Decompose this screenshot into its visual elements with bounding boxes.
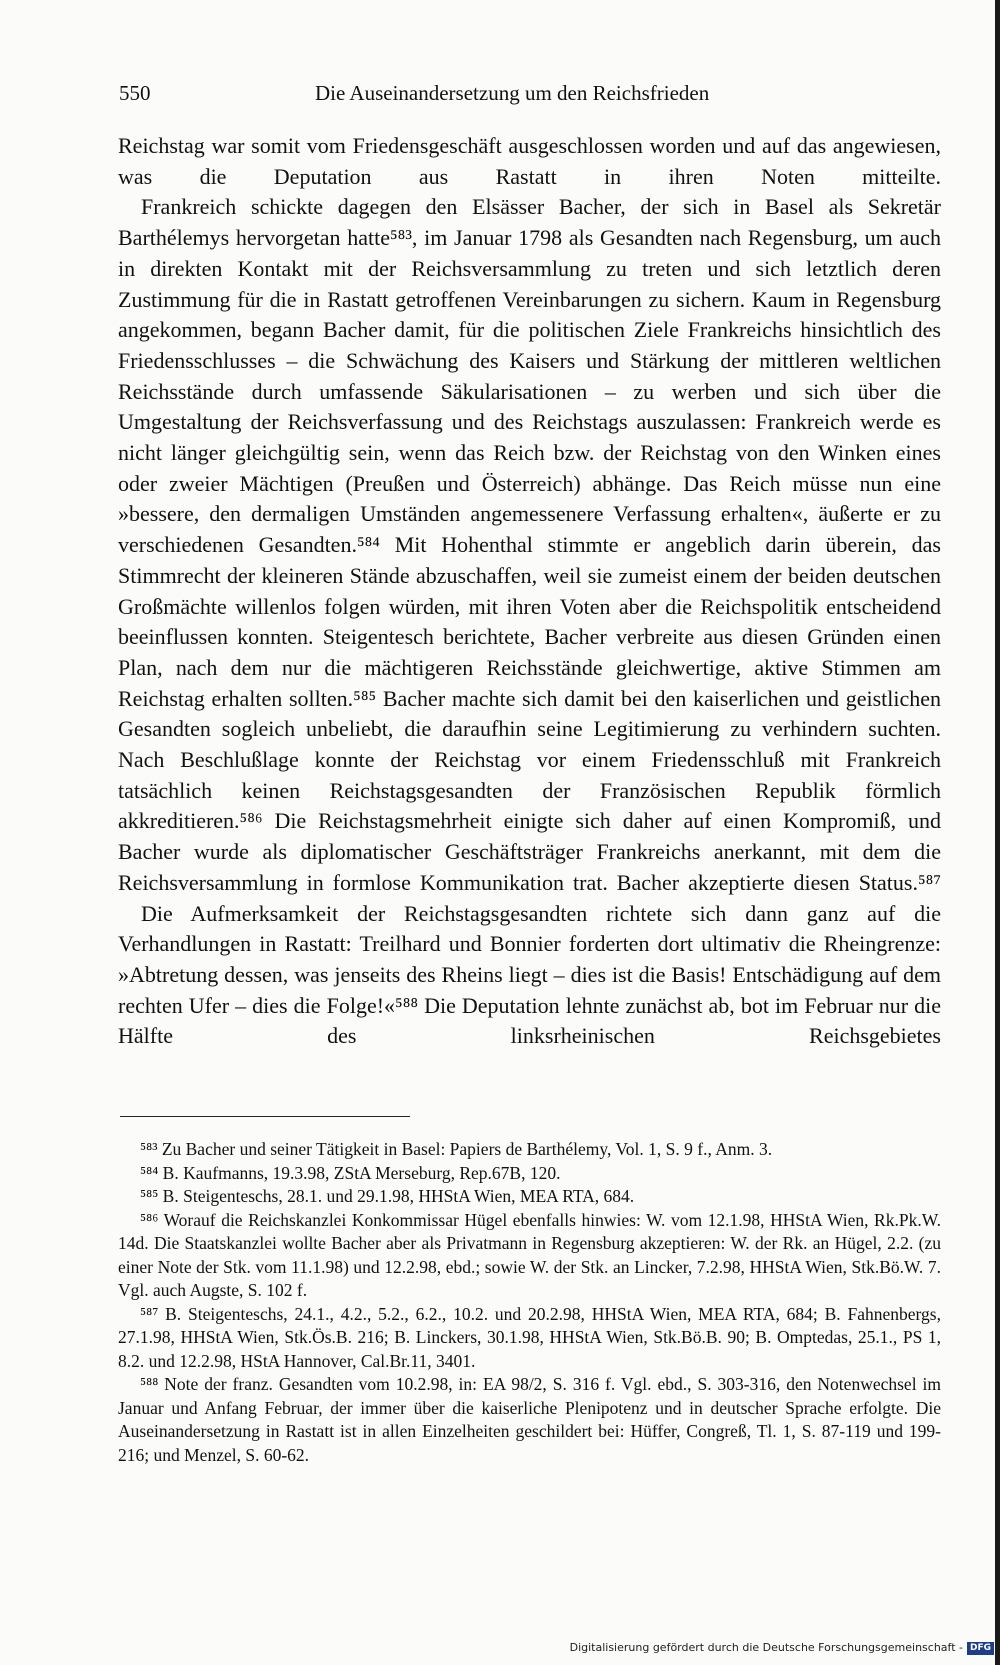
- footnote: ⁵⁸⁶ Worauf die Reichskanzlei Konkommissar Hügel ebenfalls hinwies: W. vom 12.1.98, HHStA Wien, Rk.Pk.W. 14d. Die Staatskanzlei wollte Bacher aber als Privatmann in Regensburg akzeptieren: W. der Rk. an Hügel, 2.2. (zu einer Note der Stk. vom 11.1.98) und 12.2.98, ebd.; sowie W. der Stk. an Lincker, 7.2.98, HHStA Wien, Stk.Bö.W. 7. Vgl. auch Augste, S. 102 f.: [118, 1209, 941, 1300]
- paragraph: Reichstag war somit vom Friedensgeschäft ausgeschlossen worden und auf das angewiesen, was die Deputation aus Rastatt in ihren Noten mitteilte.: [118, 133, 941, 189]
- paragraph: Die Aufmerksamkeit der Reichstagsgesandten richtete sich dann ganz auf die Verhandlungen in Rastatt: Treilhard und Bonnier forderten dort ultimativ die Rheingrenze: »Abtretung dessen, was jenseits des Rheins liegt – dies ist die Basis! Entschädigung auf dem rechten Ufer – dies die Folge!«⁵⁸⁸ Die Deputation lehnte zunächst ab, bot im Februar nur die Hälfte des linksrheinischen Reichsgebietes: [118, 900, 941, 1049]
- footnote: ⁵⁸⁴ B. Kaufmanns, 19.3.98, ZStA Merseburg, Rep.67B, 120.: [140, 1162, 561, 1183]
- dfg-logo: DFG: [967, 1642, 994, 1655]
- running-header: [119, 78, 939, 114]
- main-text: [118, 131, 941, 1052]
- paragraph: Frankreich schickte dagegen den Elsässer Bacher, der sich in Basel als Sekretär Barthélemys hervorgetan hatte⁵⁸³, im Januar 1798 als Gesandten nach Regensburg, um auch in direkten Kontakt mit der Reichsversammlung zu treten und sich letztlich deren Zustimmung für die in Rastatt getroffenen Vereinbarungen zu sichern. Kaum in Regensburg angekommen, begann Bacher damit, für die politischen Ziele Frankreichs hinsichtlich des Friedensschlusses – die Schwächung des Kaisers und Stärkung der mittleren weltlichen Reichsstände durch umfassende Säkularisationen – zu werben und sich über die Umgestaltung der Reichsverfassung und des Reichstags auszulassen: Frankreich werde es nicht länger gleichgültig sein, wenn das Reich bzw. der Reichstag von den Winken eines oder zweier Mächtigen (Preußen und Österreich) abhänge. Das Reich müsse nun eine »bessere, den dermaligen Umständen angemessenere Verfassung erhalten«, äußerte er zu verschiedenen Gesandten.⁵⁸⁴ Mit Hohenthal stimmte er angeblich darin überein, das Stimmrecht der kleineren Stände abzuschaffen, weil sie zumeist einem der beiden deutschen Großmächte willenlos folgen würden, mit ihren Voten aber die Reichspolitik entscheidend beeinflussen konnten. Steigentesch berichtete, Bacher verbreite aus diesen Gründen einen Plan, nach dem nur die mächtigeren Reichsstände gleichwertige, aktive Stimmen am Reichstag erhalten sollten.⁵⁸⁵ Bacher machte sich damit bei den kaiserlichen und geistlichen Gesandten sogleich unbeliebt, die daraufhin seine Legitimierung zu verhindern suchten. Nach Beschlußlage konnte der Reichstag vor einem Friedensschluß mit Frankreich tatsächlich keinen Reichstagsgesandten der Französischen Republik förmlich akkreditieren.⁵⁸⁶ Die Reichstagsmehrheit einigte sich daher auf einen Kompromiß, und Bacher wurde als diplomatischer Geschäftsträger Frankreichs anerkannt, mit dem die Reichsversammlung in formlose Kommunikation trat. Bacher akzeptierte diesen Status.⁵⁸⁷: [118, 194, 941, 895]
- footnote: ⁵⁸⁷ B. Steigenteschs, 24.1., 4.2., 5.2., 6.2., 10.2. und 20.2.98, HHStA Wien, MEA RTA, 684; B. Fahnenbergs, 27.1.98, HHStA Wien, Stk.Ös.B. 216; B. Linckers, 30.1.98, HHStA Wien, Stk.Bö.B. 90; B. Omptedas, 25.1., PS 1, 8.2. und 12.2.98, HStA Hannover, Cal.Br.11, 3401.: [118, 1303, 941, 1371]
- digitization-credit: [570, 1639, 994, 1657]
- footnote: ⁵⁸⁵ B. Steigenteschs, 28.1. und 29.1.98, HHStA Wien, MEA RTA, 684.: [140, 1186, 635, 1206]
- running-title: Die Auseinandersetzung um den Reichsfrieden: [315, 81, 710, 105]
- footnotes: [118, 1138, 941, 1467]
- scan-edge: [995, 0, 1000, 1665]
- footnote: ⁵⁸⁸ Note der franz. Gesandten vom 10.2.98, in: EA 98/2, S. 316 f. Vgl. ebd., S. 303-316, den Notenwechsel im Januar und Anfang Februar, der immer über die kaiserliche Plenipotenz und in deutscher Sprache erfolgte. Die Auseinandersetzung in Rastatt ist in allen Einzelheiten geschildert bei: Hüffer, Congreß, Tl. 1, S. 87-119 und 199-216; und Menzel, S. 60-62.: [118, 1374, 941, 1465]
- credit-text: Digitalisierung gefördert durch die Deutsche Forschungsgemeinschaft -: [569, 1641, 963, 1654]
- footnote: ⁵⁸³ Zu Bacher und seiner Tätigkeit in Basel: Papiers de Barthélemy, Vol. 1, S. 9 f., Anm. 3.: [140, 1139, 773, 1159]
- footnote-separator: [120, 1116, 410, 1117]
- page-number: 550: [119, 81, 151, 105]
